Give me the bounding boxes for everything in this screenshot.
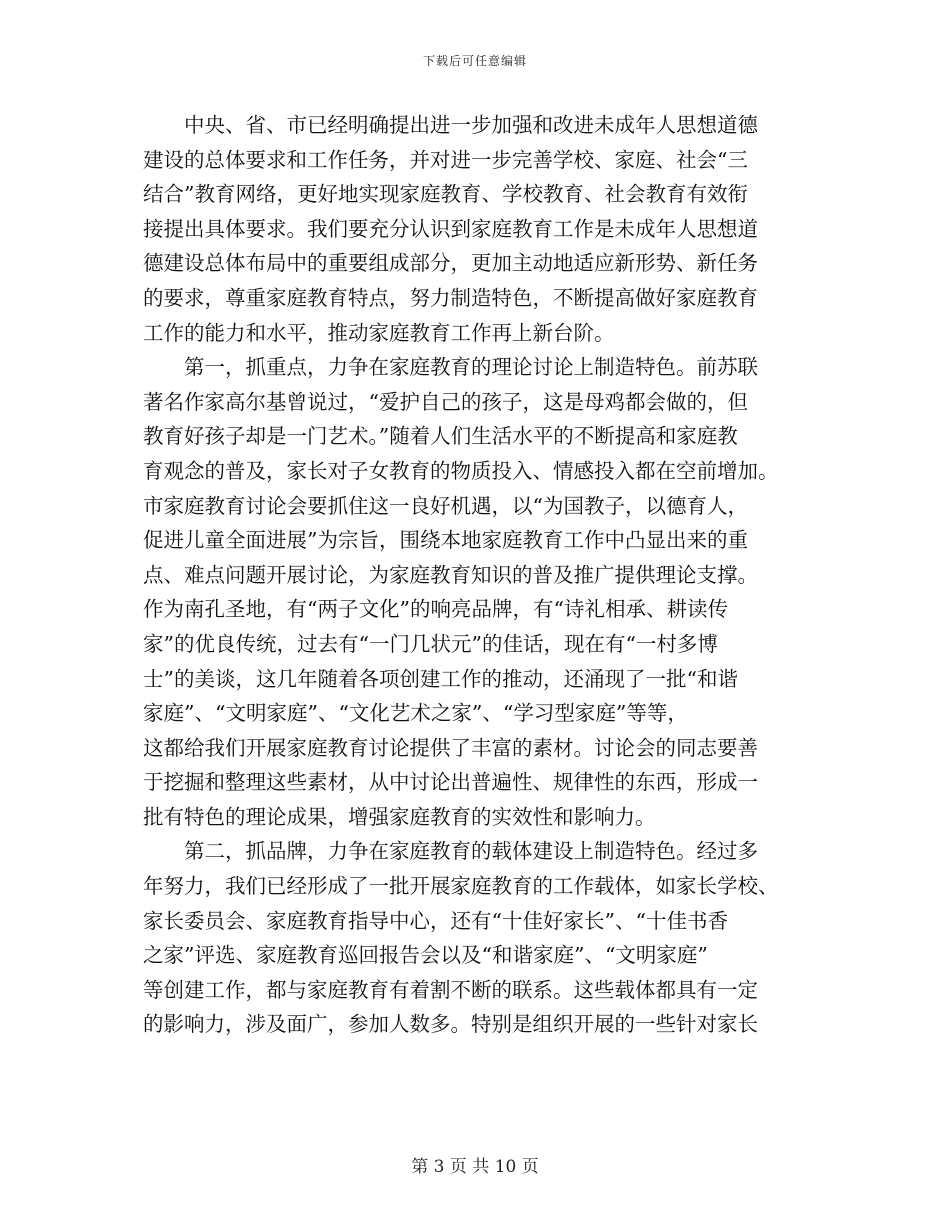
text-line: 的影响力，涉及面广，参加人数多。特别是组织开展的一些针对家长 bbox=[143, 1012, 758, 1037]
text-line: 德建设总体布局中的重要组成部分，更加主动地适应新形势、新任务 bbox=[143, 251, 758, 276]
text-line: 家长委员会、家庭教育指导中心，还有“十佳好家长”、“十佳书香 bbox=[143, 908, 728, 933]
text-line: 中央、省、市已经明确提出进一步加强和改进未成年人思想道德 bbox=[143, 113, 758, 137]
text-line: 于挖掘和整理这些素材，从中讨论出普遍性、规律性的东西，形成一 bbox=[143, 770, 758, 795]
text-line: 家”的优良传统，过去有“一门几状元”的佳话，现在有“一村多博 bbox=[143, 631, 718, 656]
text-line: 批有特色的理论成果，增强家庭教育的实效性和影响力。 bbox=[143, 804, 656, 829]
text-line: 著名作家高尔基曾说过，“爱护自己的孩子，这是母鸡都会做的，但 bbox=[143, 389, 748, 414]
text-line: 这都给我们开展家庭教育讨论提供了丰富的素材。讨论会的同志要善 bbox=[143, 735, 758, 760]
text-line: 之家”评选、家庭教育巡回报告会以及“和谐家庭”、“文明家庭” bbox=[143, 943, 708, 968]
page-footer: 第 3 页 共 10 页 bbox=[411, 1157, 539, 1177]
text-line: 接提出具体要求。我们要充分认识到家庭教育工作是未成年人思想道 bbox=[143, 216, 758, 241]
text-line: 第一，抓重点，力争在家庭教育的理论讨论上制造特色。前苏联 bbox=[143, 355, 758, 380]
text-line: 家庭”、“文明家庭”、“文化艺术之家”、“学习型家庭”等等， bbox=[143, 701, 688, 726]
text-line: 育观念的普及，家长对子女教育的物质投入、情感投入都在空前增加。 bbox=[143, 458, 779, 483]
text-line: 第二，抓品牌，力争在家庭教育的载体建设上制造特色。经过多 bbox=[143, 839, 758, 864]
text-line: 的要求，尊重家庭教育特点，努力制造特色，不断提高做好家庭教育 bbox=[143, 285, 758, 310]
text-line: 市家庭教育讨论会要抓住这一良好机遇，以“为国教子，以德育人， bbox=[143, 493, 748, 518]
text-line: 建设的总体要求和工作任务，并对进一步完善学校、家庭、社会“三 bbox=[143, 147, 748, 172]
text-line: 教育好孩子却是一门艺术。”随着人们生活水平的不断提高和家庭教 bbox=[143, 424, 738, 449]
page-header: 下载后可任意编辑 bbox=[422, 54, 527, 68]
text-line: 士”的美谈，这几年随着各项创建工作的推动，还涌现了一批“和谐 bbox=[143, 666, 738, 691]
text-line: 等创建工作，都与家庭教育有着割不断的联系。这些载体都具有一定 bbox=[143, 977, 758, 1002]
text-line: 作为南孔圣地，有“两子文化”的响亮品牌，有“诗礼相承、耕读传 bbox=[143, 597, 728, 622]
text-line: 促进儿童全面进展”为宗旨，围绕本地家庭教育工作中凸显出来的重 bbox=[143, 528, 748, 553]
text-line: 工作的能力和水平，推动家庭教育工作再上新台阶。 bbox=[143, 320, 615, 345]
body-text bbox=[143, 108, 803, 1042]
text-line: 点、难点问题开展讨论，为家庭教育知识的普及推广提供理论支撑。 bbox=[143, 562, 758, 587]
text-line: 结合”教育网络，更好地实现家庭教育、学校教育、社会教育有效衔 bbox=[143, 182, 748, 207]
text-line: 年努力，我们已经形成了一批开展家庭教育的工作载体，如家长学校、 bbox=[143, 874, 779, 899]
